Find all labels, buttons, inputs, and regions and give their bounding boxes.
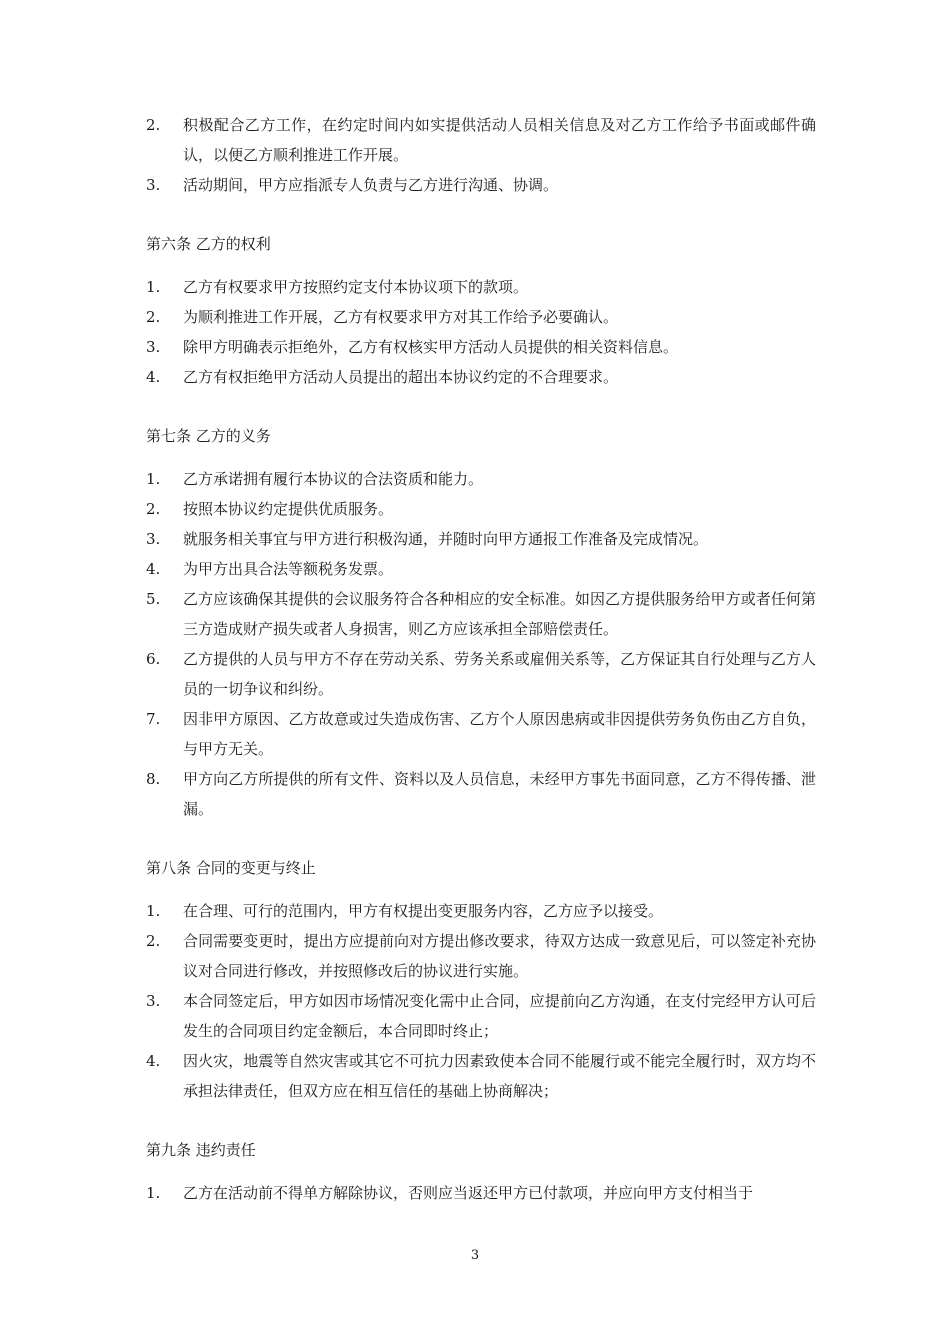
section-article-6 — [146, 229, 816, 392]
item-number: 1. — [146, 1184, 161, 1202]
section-title: 第六条 乙方的权利 — [146, 235, 271, 253]
item-number: 3. — [146, 992, 161, 1010]
item-number: 4. — [146, 1052, 161, 1070]
list-item — [146, 644, 816, 704]
list-item — [146, 524, 816, 554]
item-number: 2. — [146, 932, 161, 950]
item-text: 按照本协议约定提供优质服务。 — [183, 500, 394, 518]
item-text: 就服务相关事宜与甲方进行积极沟通，并随时向甲方通报工作准备及完成情况。 — [183, 530, 709, 548]
item-number: 1. — [146, 470, 161, 488]
section-article-8 — [146, 853, 816, 1106]
list-item — [146, 764, 816, 824]
item-number: 4. — [146, 560, 161, 578]
item-text: 活动期间，甲方应指派专人负责与乙方进行沟通、协调。 — [183, 176, 559, 194]
page-content — [146, 110, 816, 1208]
item-number: 4. — [146, 368, 161, 386]
item-text: 乙方应该确保其提供的会议服务符合各种相应的安全标准。如因乙方提供服务给甲方或者任何第三方造成财产损失或者人身损害，则乙方应该承担全部赔偿责任。 — [183, 590, 816, 638]
item-number: 1. — [146, 902, 161, 920]
item-text: 合同需要变更时，提出方应提前向对方提出修改要求，待双方达成一致意见后，可以签定补充协议对合同进行修改，并按照修改后的协议进行实施。 — [183, 932, 816, 980]
list-item — [146, 332, 816, 362]
item-number: 2. — [146, 500, 161, 518]
section-title: 第八条 合同的变更与终止 — [146, 859, 316, 877]
list-item — [146, 1046, 816, 1106]
list-item — [146, 110, 816, 170]
item-text: 因火灾，地震等自然灾害或其它不可抗力因素致使本合同不能履行或不能完全履行时，双方均不承担法律责任，但双方应在相互信任的基础上协商解决； — [183, 1052, 816, 1100]
item-number: 3. — [146, 338, 161, 356]
list-item — [146, 494, 816, 524]
item-number: 2. — [146, 116, 161, 134]
item-text: 乙方有权要求甲方按照约定支付本协议项下的款项。 — [183, 278, 529, 296]
list-item — [146, 362, 816, 392]
item-number: 1. — [146, 278, 161, 296]
item-text: 乙方提供的人员与甲方不存在劳动关系、劳务关系或雇佣关系等，乙方保证其自行处理与乙方人员的一切争议和纠纷。 — [183, 650, 816, 698]
item-text: 甲方向乙方所提供的所有文件、资料以及人员信息，未经甲方事先书面同意，乙方不得传播、泄漏。 — [183, 770, 816, 818]
list-item — [146, 464, 816, 494]
item-text: 乙方有权拒绝甲方活动人员提出的超出本协议约定的不合理要求。 — [183, 368, 619, 386]
item-number: 8. — [146, 770, 161, 788]
item-text: 本合同签定后，甲方如因市场情况变化需中止合同，应提前向乙方沟通，在支付完经甲方认可后发生的合同项目约定金额后，本合同即时终止； — [183, 992, 816, 1040]
item-number: 3. — [146, 530, 161, 548]
item-number: 7. — [146, 710, 161, 728]
item-number: 2. — [146, 308, 161, 326]
item-number: 6. — [146, 650, 161, 668]
item-text: 为顺利推进工作开展，乙方有权要求甲方对其工作给予必要确认。 — [183, 308, 619, 326]
item-text: 积极配合乙方工作，在约定时间内如实提供活动人员相关信息及对乙方工作给予书面或邮件确认，以便乙方顺利推进工作开展。 — [183, 116, 816, 164]
item-text: 乙方承诺拥有履行本协议的合法资质和能力。 — [183, 470, 484, 488]
item-number: 3. — [146, 176, 161, 194]
item-text: 乙方在活动前不得单方解除协议，否则应当返还甲方已付款项，并应向甲方支付相当于 — [183, 1184, 754, 1202]
section-article-7 — [146, 421, 816, 824]
section-title: 第九条 违约责任 — [146, 1141, 256, 1159]
list-item — [146, 272, 816, 302]
list-item — [146, 926, 816, 986]
list-item — [146, 302, 816, 332]
item-text: 在合理、可行的范围内，甲方有权提出变更服务内容，乙方应予以接受。 — [183, 902, 664, 920]
section-continuation — [146, 110, 816, 200]
item-number: 5. — [146, 590, 161, 608]
page-number: 3 — [470, 1248, 480, 1263]
list-item — [146, 1178, 816, 1208]
item-text: 为甲方出具合法等额税务发票。 — [183, 560, 394, 578]
list-item — [146, 986, 816, 1046]
list-item — [146, 170, 816, 200]
section-article-9 — [146, 1135, 816, 1208]
list-item — [146, 554, 816, 584]
section-title: 第七条 乙方的义务 — [146, 427, 271, 445]
list-item — [146, 704, 816, 764]
list-item — [146, 896, 816, 926]
item-text: 因非甲方原因、乙方故意或过失造成伤害、乙方个人原因患病或非因提供劳务负伤由乙方自负，与甲方无关。 — [183, 710, 816, 758]
list-item — [146, 584, 816, 644]
item-text: 除甲方明确表示拒绝外，乙方有权核实甲方活动人员提供的相关资料信息。 — [183, 338, 679, 356]
